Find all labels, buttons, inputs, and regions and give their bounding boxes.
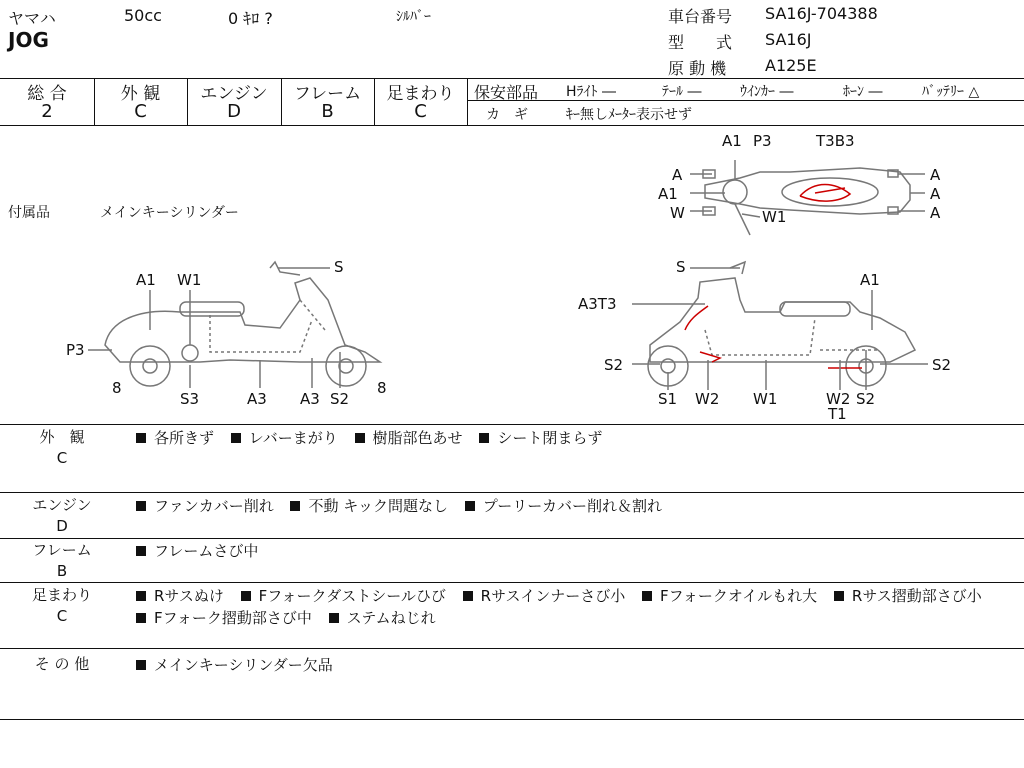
diagram-label: A1 <box>860 271 880 289</box>
diagram-label: T1 <box>828 405 847 423</box>
detail-grade: B <box>56 562 68 580</box>
safety-item-tail: ﾃｰﾙ ― <box>662 84 702 100</box>
detail-item: プーリーカバー削れ＆割れ <box>465 497 662 515</box>
grade-label-exterior: 外 観 <box>120 84 161 104</box>
diagram-label: S2 <box>856 390 876 408</box>
detail-item: Rサスインナーさび小 <box>463 587 626 605</box>
detail-item: レバーまがり <box>231 429 338 447</box>
grade-value-overall: 2 <box>41 101 53 122</box>
grade-value-exterior: C <box>134 101 147 122</box>
detail-label: 外 観 <box>39 428 85 446</box>
diagram-label: A <box>930 185 941 203</box>
safety-item-horn: ﾎｰﾝ ― <box>843 84 883 100</box>
detail-label: フレーム <box>32 541 92 559</box>
key-label: カ ギ <box>486 107 528 123</box>
detail-item: メインキーシリンダー欠品 <box>136 656 333 674</box>
diagram-label: W1 <box>753 390 778 408</box>
safety-item-winker: ｳｲﾝｶｰ ― <box>740 84 794 100</box>
key-value: ｷｰ無しﾒｰﾀｰ表示せず <box>566 107 692 123</box>
diagram-label: P3 <box>66 341 85 359</box>
safety-item-headlight: Hﾗｲﾄ ― <box>566 84 616 100</box>
detail-item: 樹脂部色あせ <box>355 429 463 447</box>
accessories-label: 付属品 <box>8 205 50 221</box>
diagram-label: W1 <box>762 208 787 226</box>
detail-grade: C <box>56 449 68 467</box>
diagram-label: A1 <box>658 185 678 203</box>
diagram-label: T3B3 <box>816 132 855 150</box>
detail-label: そ の 他 <box>34 655 90 673</box>
top-view-diagram <box>690 160 925 235</box>
diagram-label: A1 <box>722 132 742 150</box>
detail-item: Fフォークオイルもれ大 <box>642 587 817 605</box>
safety-label: 保安部品 <box>474 83 539 102</box>
displacement: 50cc <box>124 6 162 25</box>
grade-value-frame: B <box>321 101 334 122</box>
detail-item: Fフォーク摺動部さび中 <box>136 609 312 627</box>
detail-item: ファンカバー削れ <box>136 497 274 515</box>
accessories-value: メインキーシリンダー <box>100 205 239 221</box>
model-name: JOG <box>8 28 49 52</box>
diagram-label: 8 <box>377 379 387 397</box>
detail-item: シート閉まらず <box>479 429 602 447</box>
detail-grade: D <box>56 517 68 535</box>
grade-label-overall: 総 合 <box>27 84 67 104</box>
detail-item: 不動 キック問題なし <box>290 497 447 515</box>
diagram-label: S <box>334 258 344 276</box>
grade-value-engine: D <box>227 101 241 122</box>
diagram-label: A3 <box>247 390 267 408</box>
safety-item-battery: ﾊﾞｯﾃﾘｰ △ <box>922 84 980 100</box>
right-side-diagram <box>632 262 928 390</box>
diagram-label: A3 <box>300 390 320 408</box>
mileage: 0 ｷﾛ ? <box>228 9 273 28</box>
diagram-label: W2 <box>826 390 851 408</box>
diagram-label: S2 <box>604 356 624 374</box>
maker: ヤマハ <box>8 9 56 28</box>
engine-label: 原 動 機 <box>668 59 727 78</box>
diagram-label: S3 <box>180 390 200 408</box>
grade-label-frame: フレーム <box>293 84 362 104</box>
diagram-label: P3 <box>753 132 772 150</box>
detail-item: 各所きず <box>136 429 214 447</box>
engine-value: A125E <box>765 56 817 75</box>
scooter-diagram <box>0 126 1024 424</box>
detail-item: Rサスぬけ <box>136 587 224 605</box>
diagram-label: A <box>930 204 941 222</box>
type-label: 型 式 <box>668 33 733 52</box>
left-side-diagram <box>88 262 380 388</box>
diagram-label: S2 <box>932 356 952 374</box>
diagram-label: W2 <box>695 390 720 408</box>
detail-item: フレームさび中 <box>136 542 258 560</box>
detail-item: Rサス摺動部さび小 <box>834 587 982 605</box>
detail-grade: C <box>56 607 68 625</box>
detail-item: ステムねじれ <box>329 609 436 627</box>
grade-label-engine: エンジン <box>200 84 268 104</box>
color: ｼﾙﾊﾞｰ <box>396 9 431 25</box>
chassis-label: 車台番号 <box>668 7 733 26</box>
diagram-label: A1 <box>136 271 156 289</box>
diagram-label: 8 <box>112 379 122 397</box>
detail-label: 足まわり <box>31 586 92 604</box>
diagram-label: W <box>670 204 685 222</box>
diagram-label: A3T3 <box>578 295 617 313</box>
detail-label: エンジン <box>32 496 92 514</box>
type-value: SA16J <box>765 30 812 49</box>
grade-label-suspension: 足まわり <box>386 84 455 104</box>
grade-value-suspension: C <box>414 101 427 122</box>
diagram-label: S1 <box>658 390 678 408</box>
diagram-label: S2 <box>330 390 350 408</box>
detail-item: Fフォークダストシールひび <box>241 587 446 605</box>
diagram-label: A <box>672 166 683 184</box>
diagram-label: S <box>676 258 686 276</box>
diagram-label: A <box>930 166 941 184</box>
diagram-label: W1 <box>177 271 202 289</box>
chassis-value: SA16J-704388 <box>765 4 878 23</box>
